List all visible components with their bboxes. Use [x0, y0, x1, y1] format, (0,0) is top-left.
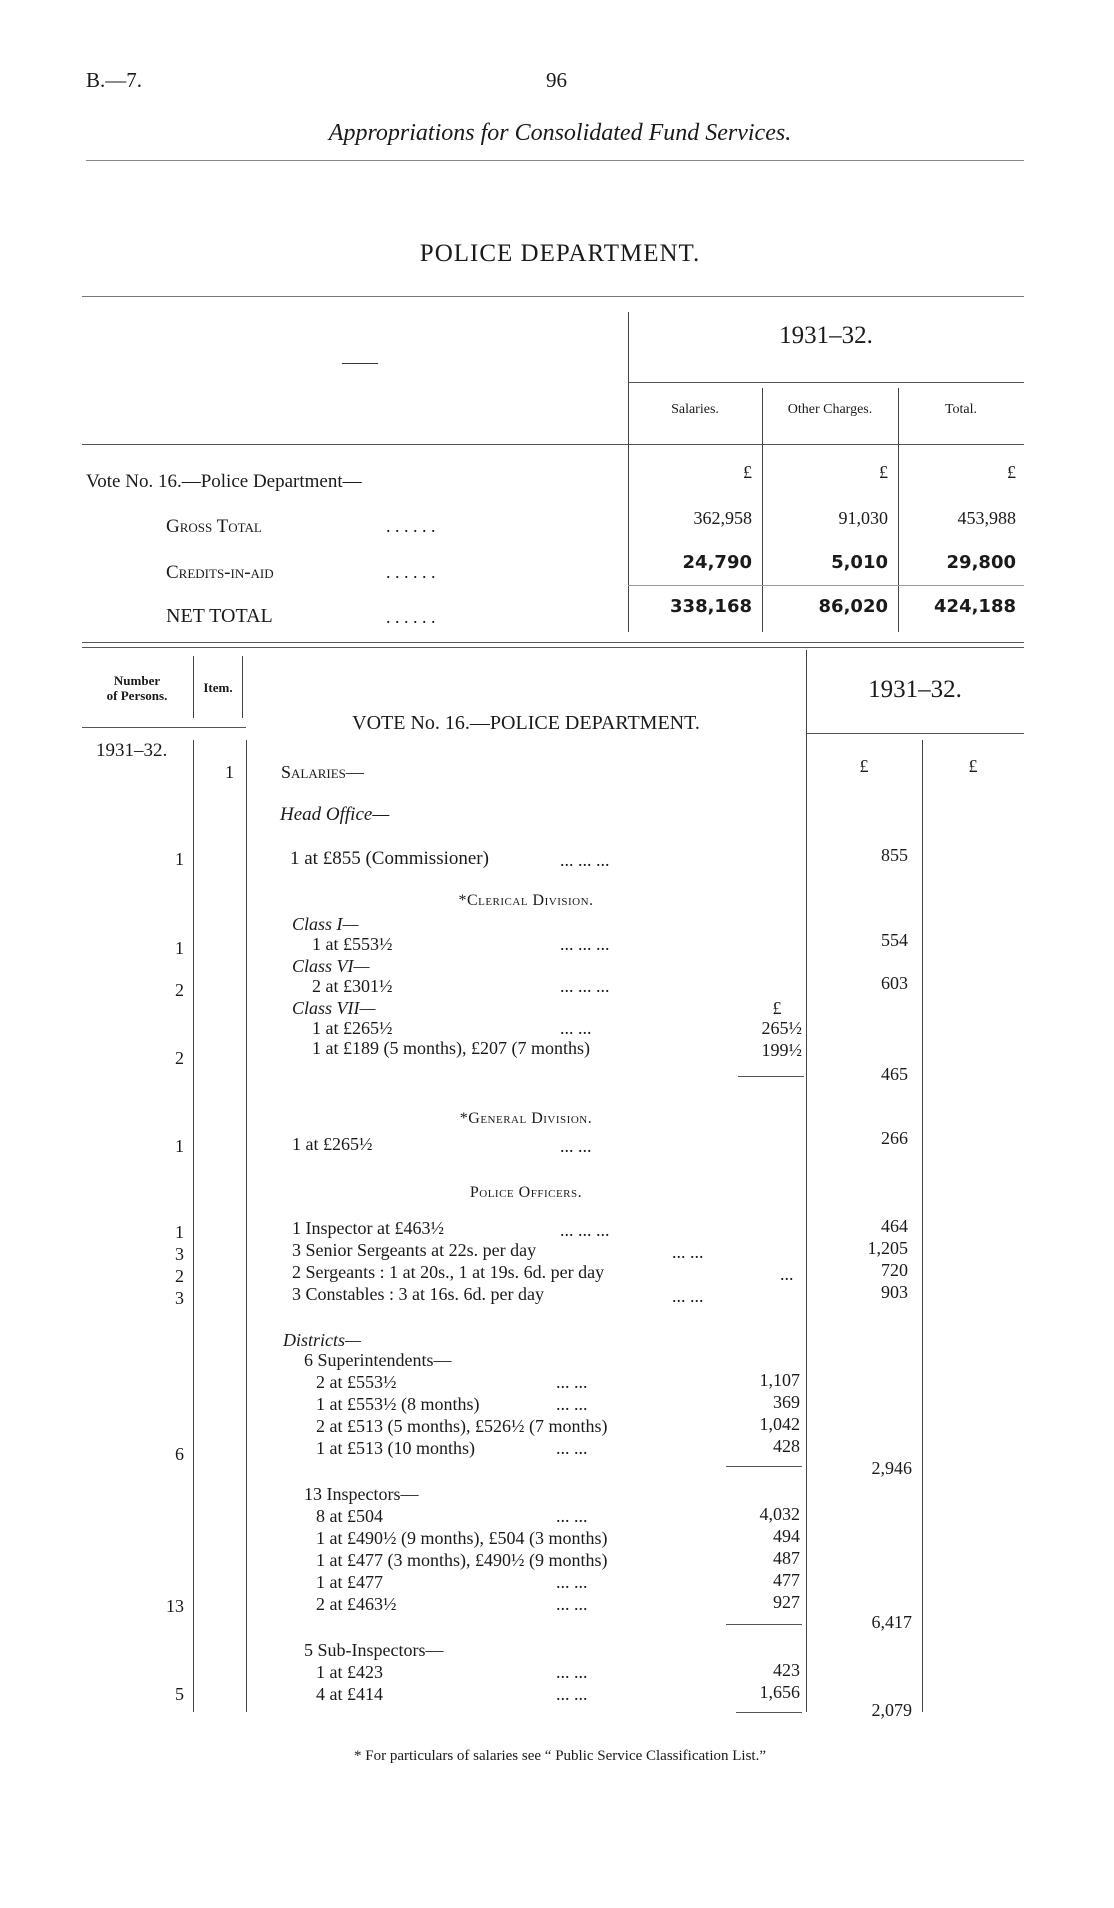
net-total-label: NET TOTAL	[166, 605, 273, 627]
class7-amount: 465	[881, 1064, 908, 1084]
inspectors-label: 13 Inspectors—	[304, 1484, 419, 1504]
class1-amount: 554	[881, 930, 908, 950]
credits-total: 29,800	[946, 552, 1016, 573]
officer-persons: 2	[175, 1266, 184, 1286]
general-heading: *General Division.	[459, 1110, 593, 1127]
class7-line1-dots: ... ...	[560, 1018, 592, 1038]
commissioner-dots: ... ... ...	[560, 850, 610, 870]
page-number: 96	[546, 68, 567, 92]
class1-label: Class I—	[292, 914, 359, 934]
gross-other: 91,030	[838, 508, 888, 528]
inspector-line-inner: 494	[773, 1526, 800, 1546]
inspector-line-text: 8 at £504	[316, 1506, 383, 1526]
class6-persons: 2	[175, 980, 184, 1000]
inspector-line-inner: 477	[773, 1570, 800, 1590]
class7-line2-text: 1 at £189 (5 months), £207 (7 months)	[312, 1038, 590, 1058]
net-total: 424,188	[934, 596, 1016, 617]
gross-dots: . . . . . .	[386, 516, 436, 536]
officer-dots: ...	[780, 1264, 794, 1284]
gross-total-label: Gross Total	[166, 516, 262, 537]
clerical-heading: *Clerical Division.	[458, 892, 594, 909]
inspector-line-text: 1 at £477	[316, 1572, 383, 1592]
detail-vline-persons	[193, 740, 194, 1712]
col-total: Total.	[944, 402, 978, 417]
superintendent-line-text: 2 at £553½	[316, 1372, 397, 1392]
class7-line2-inner: 199½	[761, 1040, 802, 1060]
detail-year: 1931–32.	[868, 676, 962, 703]
footnote: * For particulars of salaries see “ Public Service Classification List.”	[354, 1748, 766, 1764]
detail-vline-item	[246, 740, 247, 1712]
inspector-line-text: 2 at £463½	[316, 1594, 397, 1614]
gross-salaries: 362,958	[693, 508, 752, 528]
summary-bottom-rule-1	[82, 642, 1024, 643]
credits-salaries: 24,790	[682, 552, 752, 573]
summary-dash: ——	[342, 352, 378, 372]
officer-persons: 1	[175, 1222, 184, 1242]
inspectors-persons: 13	[166, 1596, 184, 1616]
superintendent-line-inner: 1,107	[759, 1370, 800, 1390]
subinspectors-label: 5 Sub-Inspectors—	[304, 1640, 444, 1660]
officer-amount: 464	[881, 1216, 908, 1236]
head-office-heading: Head Office—	[280, 804, 390, 825]
credits-other: 5,010	[831, 552, 888, 573]
superintendents-amount: 2,946	[871, 1458, 912, 1478]
officer-dots: ... ...	[672, 1242, 704, 1262]
subinspectors-amount: 2,079	[871, 1700, 912, 1720]
officer-amount: 903	[881, 1282, 908, 1302]
superintendent-line-dots: ... ...	[556, 1372, 588, 1392]
superintendent-line-inner: 1,042	[759, 1414, 800, 1434]
superintendents-persons: 6	[175, 1444, 184, 1464]
detail-pound-2: £	[968, 756, 978, 776]
detail-pound-1: £	[859, 756, 869, 776]
net-other: 86,020	[818, 596, 888, 617]
vote-label: Vote No. 16.—Police Department—	[86, 471, 362, 492]
page-reference: B.—7.	[86, 68, 143, 92]
summary-bottom-rule-2	[82, 647, 1024, 648]
subinspectors-subtotal-rule	[736, 1712, 802, 1713]
header-rule	[86, 160, 1024, 161]
inspector-line-inner: 927	[773, 1592, 800, 1612]
item-number: 1	[225, 762, 234, 782]
general-dots: ... ...	[560, 1136, 592, 1156]
superintendent-line-text: 2 at £513 (5 months), £526½ (7 months)	[316, 1416, 608, 1436]
class6-dots: ... ... ...	[560, 976, 610, 996]
officer-text: 3 Senior Sergeants at 22s. per day	[292, 1240, 537, 1260]
class6-amount: 603	[881, 973, 908, 993]
officer-dots: ... ...	[672, 1286, 704, 1306]
inspector-line-dots: ... ...	[556, 1506, 588, 1526]
summary-pound-other: £	[879, 462, 888, 482]
commissioner-text: 1 at £855 (Commissioner)	[290, 848, 489, 869]
detail-year-rule	[806, 733, 1024, 734]
superintendent-line-inner: 428	[773, 1436, 800, 1456]
inspector-line-dots: ... ...	[556, 1594, 588, 1614]
superintendent-line-text: 1 at £553½ (8 months)	[316, 1394, 480, 1414]
inspectors-subtotal-rule	[726, 1624, 802, 1625]
summary-head-rule	[82, 444, 1024, 445]
department-title: POLICE DEPARTMENT.	[419, 240, 701, 267]
superintendent-line-text: 1 at £513 (10 months)	[316, 1438, 475, 1458]
general-text: 1 at £265½	[292, 1134, 373, 1154]
net-dots: . . . . . .	[386, 607, 436, 627]
summary-top-rule	[82, 296, 1024, 297]
subinspectors-persons: 5	[175, 1684, 184, 1704]
class1-persons: 1	[175, 938, 184, 958]
inspector-line-dots: ... ...	[556, 1572, 588, 1592]
inspector-line-inner: 4,032	[759, 1504, 800, 1524]
districts-heading: Districts—	[283, 1330, 362, 1350]
superintendents-label: 6 Superintendents—	[304, 1350, 452, 1370]
subinspector-line-text: 1 at £423	[316, 1662, 383, 1682]
officer-text: 1 Inspector at £463½	[292, 1218, 444, 1238]
credits-label: Credits-in-aid	[166, 562, 274, 583]
superintendent-line-inner: 369	[773, 1392, 800, 1412]
class7-line1-text: 1 at £265½	[312, 1018, 393, 1038]
officer-persons: 3	[175, 1288, 184, 1308]
subinspector-line-text: 4 at £414	[316, 1684, 383, 1704]
officer-dots: ... ... ...	[560, 1220, 610, 1240]
detail-vline-item-head	[242, 656, 243, 718]
detail-vline-amount1	[806, 650, 807, 1712]
officer-text: 3 Constables : 3 at 16s. 6d. per day	[292, 1284, 544, 1304]
summary-pound-total: £	[1007, 462, 1016, 482]
summary-year: 1931–32.	[779, 322, 873, 349]
col-number-of-persons	[82, 673, 192, 703]
net-rule	[628, 585, 1024, 586]
commissioner-persons: 1	[175, 849, 184, 869]
gross-total: 453,988	[957, 508, 1016, 528]
salaries-heading: Salaries—	[281, 762, 364, 782]
class1-text: 1 at £553½	[312, 934, 393, 954]
general-amount: 266	[881, 1128, 908, 1148]
inspector-line-text: 1 at £477 (3 months), £490½ (9 months)	[316, 1550, 608, 1570]
subinspector-line-dots: ... ...	[556, 1662, 588, 1682]
col-salaries: Salaries.	[671, 402, 719, 417]
subinspector-line-inner: 1,656	[759, 1682, 800, 1702]
class7-line1-inner: 265½	[761, 1018, 802, 1038]
police-officers-heading: Police Officers.	[469, 1184, 583, 1201]
class7-persons: 2	[175, 1048, 184, 1068]
detail-head-rule-left	[82, 727, 246, 728]
commissioner-amount: 855	[881, 845, 908, 865]
detail-pound-inner: £	[772, 998, 782, 1018]
detail-year-left: 1931–32.	[96, 740, 168, 761]
superintendents-subtotal-rule	[726, 1466, 802, 1467]
detail-vline-amount2	[922, 740, 923, 1712]
superintendent-line-dots: ... ...	[556, 1438, 588, 1458]
summary-pound-salaries: £	[743, 462, 752, 482]
class7-subtotal-rule	[738, 1076, 804, 1077]
superintendent-line-dots: ... ...	[556, 1394, 588, 1414]
credits-dots: . . . . . .	[386, 562, 436, 582]
net-salaries: 338,168	[670, 596, 752, 617]
officer-persons: 3	[175, 1244, 184, 1264]
general-persons: 1	[175, 1136, 184, 1156]
summary-year-rule	[628, 382, 1024, 383]
officer-amount: 1,205	[867, 1238, 908, 1258]
col-number-line2: of Persons.	[106, 688, 168, 703]
col-number-line1: Number	[113, 673, 161, 688]
inspector-line-inner: 487	[773, 1548, 800, 1568]
class7-label: Class VII—	[292, 998, 376, 1018]
class6-label: Class VI—	[292, 956, 370, 976]
class6-text: 2 at £301½	[312, 976, 393, 996]
vote-title: VOTE No. 16.—POLICE DEPARTMENT.	[352, 712, 700, 734]
subinspector-line-dots: ... ...	[556, 1684, 588, 1704]
class1-dots: ... ... ...	[560, 934, 610, 954]
page-subtitle: Appropriations for Consolidated Fund Services.	[328, 120, 792, 146]
col-item: Item.	[203, 680, 233, 695]
officer-text: 2 Sergeants : 1 at 20s., 1 at 19s. 6d. per day	[292, 1262, 605, 1282]
officer-amount: 720	[881, 1260, 908, 1280]
inspectors-amount: 6,417	[871, 1612, 912, 1632]
subinspector-line-inner: 423	[773, 1660, 800, 1680]
inspector-line-text: 1 at £490½ (9 months), £504 (3 months)	[316, 1528, 608, 1548]
col-other-charges: Other Charges.	[787, 402, 873, 417]
